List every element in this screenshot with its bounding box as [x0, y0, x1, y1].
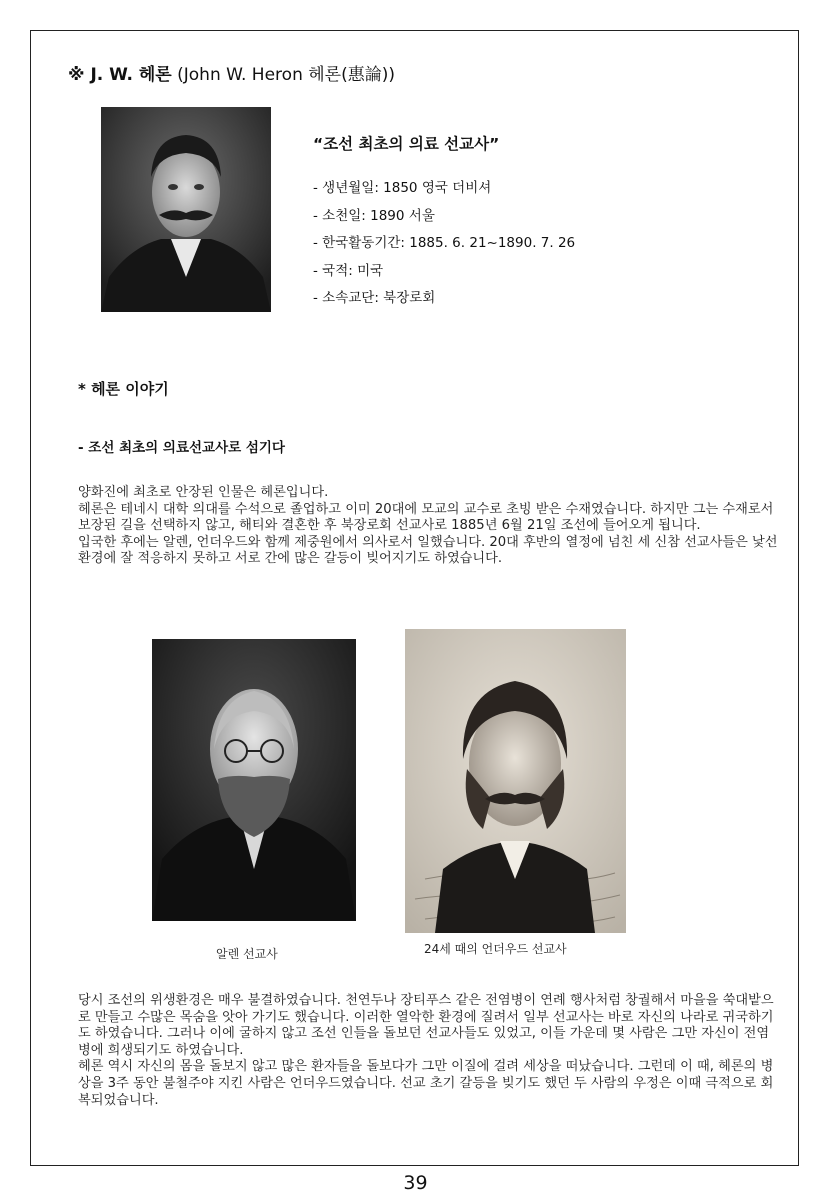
profile-subtitle: “조선 최초의 의료 선교사”: [313, 135, 500, 153]
fact-activity-period: - 한국활동기간: 1885. 6. 21~1890. 7. 26: [313, 235, 576, 251]
underwood-portrait-photo: [405, 629, 626, 933]
fact-denomination: - 소속교단: 북장로회: [313, 290, 436, 306]
paragraph-line: 당시 조선의 위생환경은 매우 불결하였습니다. 천연두나 장티푸스 같은 전염병이 연례 행사처럼 창궐해서 마을을 쑥대밭으로 만들고 수많은 목숨을 앗아 가기도 했습니다. 이러한 열악한 환경에 질려서 일부 선교사는 바로 자신의 나라로 귀국하기도 하였습니다. 그러나 이에 굴하지 않고 조선 인들을 돌보던 선교사들도 있었고, 이들 가운데 몇 사람은 그만 자신이 전염병에 희생되기도 하였습니다.: [78, 993, 774, 1058]
paragraph-line: 양화진에 최초로 안장된 인물은 헤론입니다.: [78, 485, 329, 500]
paragraph-line: 헤론은 테네시 대학 의대를 수석으로 졸업하고 이미 20대에 모교의 교수로 초빙 받은 수재였습니다. 하지만 그는 수재로서 보장된 길을 선택하지 않고, 해티와 결혼한 후 북장로회 선교사로 1885년 6월 21일 조선에 들어오게 됩니다.: [78, 501, 774, 534]
heading-name: ※ J. W. 헤론: [68, 65, 172, 85]
heading-english-name: (John W. Heron 헤론(惠論)): [171, 65, 395, 85]
story-paragraph-1: [78, 485, 778, 568]
allen-photo-caption: 알렌 선교사: [216, 947, 278, 961]
fact-nationality: - 국적: 미국: [313, 262, 384, 279]
underwood-photo-caption: 24세 때의 언더우드 선교사: [424, 942, 567, 956]
profile-facts-list: [313, 178, 575, 316]
paragraph-line: 입국한 후에는 알렌, 언더우드와 함께 제중원에서 의사로서 일했습니다. 20대 후반의 열정에 넘친 세 신참 선교사들은 낯선 환경에 잘 적응하지 못하고 서로 간에 많은 갈등이 빚어지기도 하였습니다.: [78, 534, 778, 567]
heron-portrait-photo: [101, 107, 271, 312]
story-subsection-title: - 조선 최초의 의료선교사로 섬기다: [78, 440, 285, 456]
page-number: 39: [403, 1172, 428, 1194]
story-section-title: * 헤론 이야기: [78, 380, 169, 398]
page-heading: [68, 60, 395, 85]
fact-death: - 소천일: 1890 서울: [313, 207, 435, 224]
allen-portrait-photo: [152, 639, 356, 921]
paragraph-line: 헤론 역시 자신의 몸을 돌보지 않고 많은 환자들을 돌보다가 그만 이질에 걸려 세상을 떠났습니다. 그런데 이 때, 헤론의 병상을 3주 동안 불철주야 지킨 사람은 언더우드였습니다. 선교 초기 갈등을 빚기도 했던 두 사람의 우정은 이때 극적으로 회복되었습니다.: [78, 1059, 774, 1108]
fact-birth: - 생년월일: 1850 영국 더비셔: [313, 180, 492, 196]
story-paragraph-2: [78, 993, 778, 1109]
